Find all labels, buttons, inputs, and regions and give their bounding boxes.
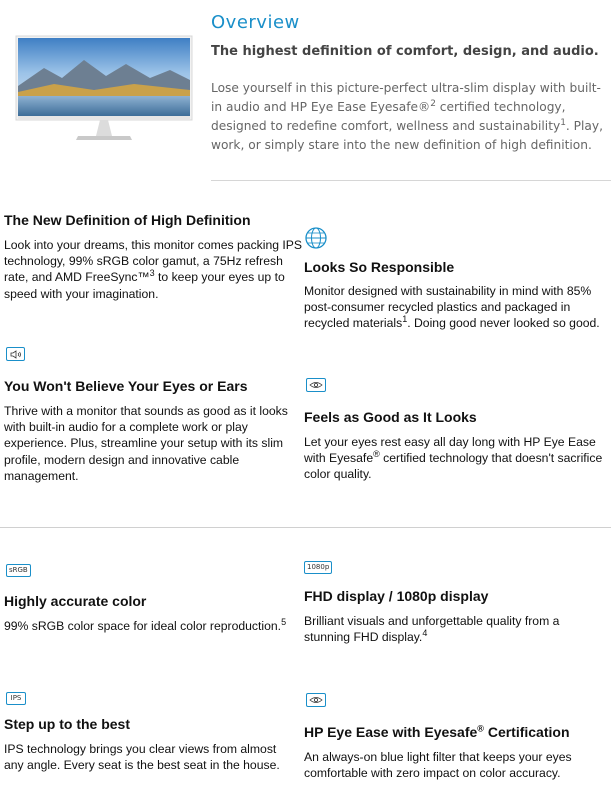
1080p-badge: 1080p	[304, 561, 332, 574]
overview-description: Lose yourself in this picture-perfect ultra-slim display with built-in audio and HP Eye Ease Eyesafe®$^2$ certified technology, designed to redefine comfort, wellness and sustainability$^1$. Play, work, or simply stare into the new definition of high definition.	[211, 81, 603, 152]
globe-leaf-icon	[304, 226, 328, 250]
feature-body-ips: IPS technology brings you clear views from almost any angle. Every seat is the best seat in the house.	[4, 742, 280, 773]
feature-title-ips: Step up to the best	[4, 716, 130, 732]
eye-icon	[306, 378, 326, 392]
overview-title: Overview	[211, 12, 300, 33]
feature-title-accurate-color: Highly accurate color	[4, 593, 147, 609]
overview-subtitle: The highest definition of comfort, design, and audio.	[211, 44, 599, 59]
monitor-product-image	[14, 34, 194, 144]
feature-title-high-definition: The New Definition of High Definition	[4, 212, 251, 228]
feature-title-fhd: FHD display / 1080p display	[304, 588, 489, 604]
eye-icon	[306, 693, 326, 707]
feature-title-eye-ease: HP Eye Ease with Eyesafe® Certification	[304, 723, 570, 740]
overview-divider	[211, 180, 611, 181]
srgb-badge: sRGB	[6, 564, 31, 577]
feature-body-accurate-color: 99% sRGB color space for ideal color reproduction.$^5$	[4, 616, 287, 633]
feature-body-high-definition: Look into your dreams, this monitor comes packing IPS technology, 99% sRGB color gamut, a 75Hz refresh rate, and AMD FreeSync™$^3$ to keep your eyes up to speed with your imagination.	[4, 238, 303, 301]
feature-title-feels-good: Feels as Good as It Looks	[304, 409, 477, 425]
feature-body-eye-ease: An always-on blue light filter that keeps your eyes comfortable with zero impact on color accuracy.	[304, 750, 572, 781]
feature-title-responsible: Looks So Responsible	[304, 259, 455, 275]
feature-body-feels-good: Let your eyes rest easy all day long with HP Eye Ease with Eyesafe® certified technology that doesn't sacrifice color quality.	[304, 435, 603, 482]
feature-title-eyes-ears: You Won't Believe Your Eyes or Ears	[4, 378, 248, 394]
feature-body-eyes-ears: Thrive with a monitor that sounds as good as it looks with built-in audio for a complete work or play experience. Plus, streamline your setup with its slim profile, modern design and innovative cable management.	[4, 404, 288, 483]
section-divider	[0, 527, 611, 528]
feature-body-fhd: Brilliant visuals and unforgettable quality from a stunning FHD display.$^4$	[304, 614, 560, 645]
feature-body-responsible: Monitor designed with sustainability in mind with 85% post-consumer recycled plastics and packaged in recycled materials$^1$. Doing good never looked so good.	[304, 284, 600, 331]
speaker-icon	[6, 347, 25, 361]
ips-badge: IPS	[6, 692, 26, 705]
